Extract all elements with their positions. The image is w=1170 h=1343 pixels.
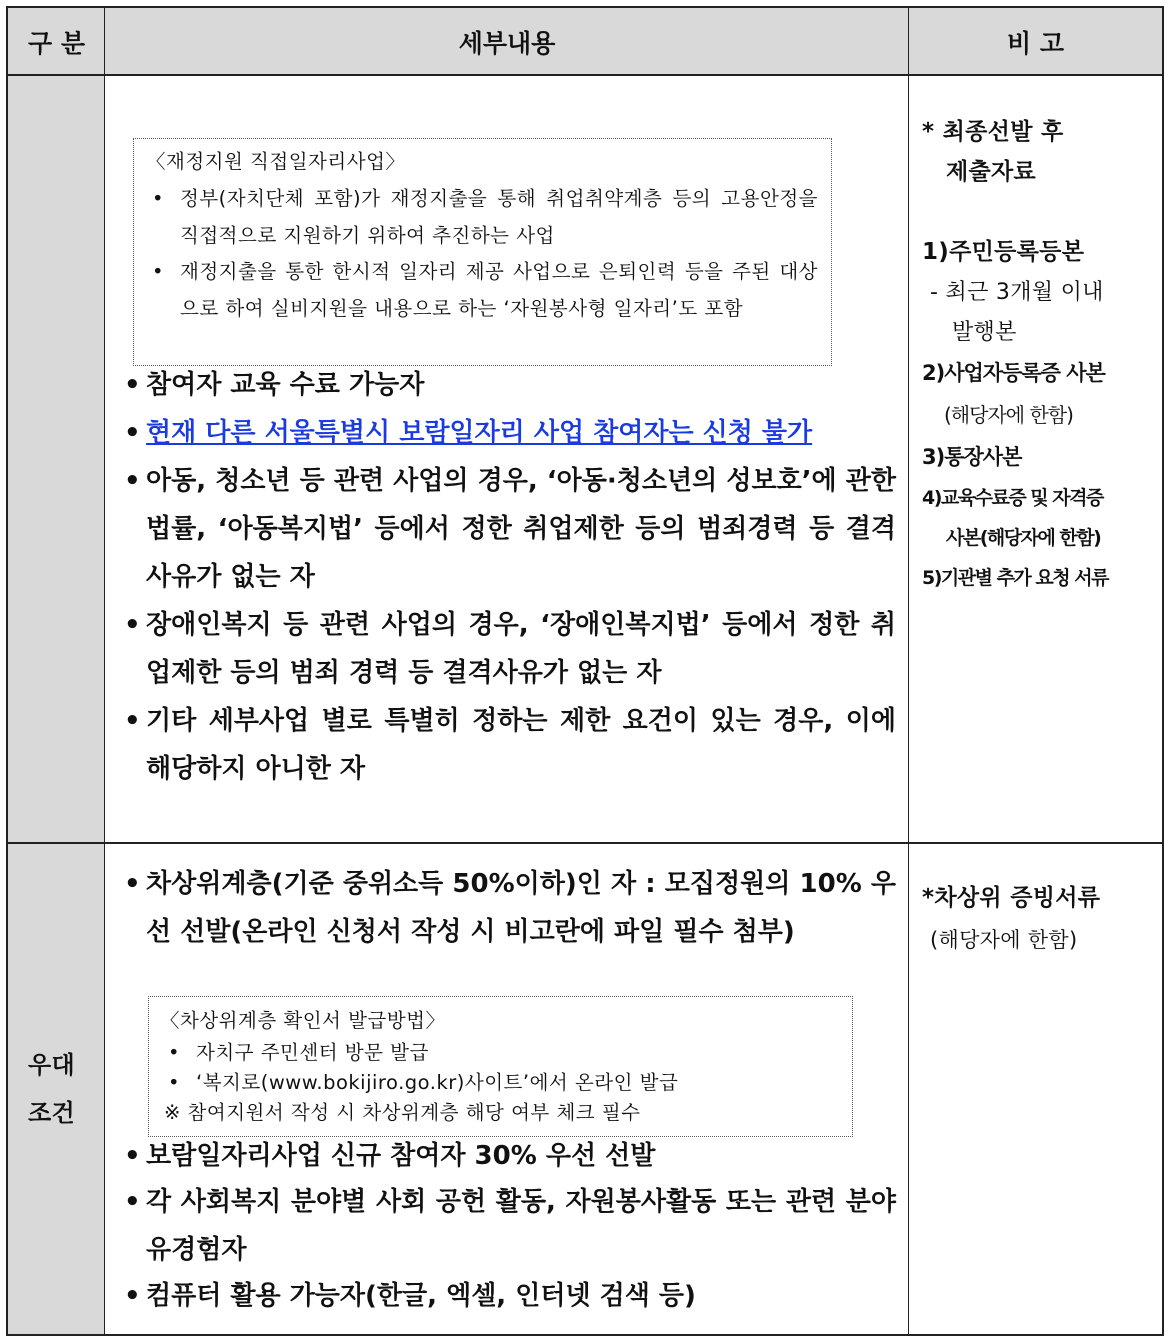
- border-bottom: [6, 1334, 1164, 1336]
- bullet-icon: •: [168, 1041, 181, 1064]
- remarks-item: 사본(해당자에 한함): [946, 527, 1101, 549]
- bullet-icon: •: [124, 869, 141, 899]
- remarks-item: 3)통장사본: [922, 445, 1022, 469]
- remarks-item: (해당자에 한함): [930, 928, 1078, 952]
- info-box-title: 〈재정지원 직접일자리사업〉: [146, 150, 406, 173]
- bullet-icon: •: [152, 187, 165, 210]
- border-row-divider: [6, 842, 1164, 844]
- header-remarks: 비 고: [909, 8, 1162, 75]
- remarks-heading: * 최종선발 후: [922, 119, 1064, 145]
- list-item: • 보람일자리사업 신규 참여자 30% 우선 선발: [124, 1132, 896, 1180]
- bullet-icon: •: [152, 260, 165, 283]
- certificate-box-note: ※ 참여지원서 작성 시 차상위계층 해당 여부 체크 필수: [164, 1101, 641, 1124]
- bullet-icon: •: [124, 610, 141, 640]
- preference-category-label: 우대: [28, 1051, 75, 1079]
- border-right: [1162, 6, 1164, 1336]
- list-item: • 각 사회복지 분야별 사회 공헌 활동, 자원봉사활동 또는 관련 분야 유경험자: [124, 1178, 896, 1274]
- border-header-bottom: [6, 74, 1164, 76]
- border-col1: [104, 6, 105, 1336]
- list-item-highlight: • 현재 다른 서울특별시 보람일자리 사업 참여자는 신청 불가: [124, 409, 896, 457]
- remarks-item: 1)주민등록등본: [922, 239, 1085, 265]
- remarks-item: (해당자에 한함): [944, 403, 1073, 427]
- bullet-icon: •: [124, 370, 141, 400]
- preference-category-label: 조건: [28, 1099, 75, 1127]
- list-item: • 컴퓨터 활용 가능자(한글, 엑셀, 인터넷 검색 등): [124, 1272, 896, 1320]
- bullet-icon: •: [124, 706, 141, 736]
- requirements-table: 구 분 세부내용 비 고 〈재정지원 직접일자리사업〉 • 정부(자치단체 포함)가 재정지출을 통해 취업취약계층 등의 고용안정을 직접적으로 지원하기 위하여 추진하는 사업 • 재정지출을 통한 한시적 일자리 제공 사업으로 은퇴인력 등을 주된 대상으로 하여 실비지원을 내용으로 하는 ‘자원봉사형 일자리’도 포함 • 참여자 교육 수료 가능자 • 현재 다른 서울특별시 보람일자리 사업 참여자는 신청 불가 • 아동, 청소년 등 관련 사업의 경우, ‘아동·청소년의 성보호’에 관한 법률, ‘아동복지법’ 등에서 정한 취업제한 등의 범죄경력 등 결격사유가 없는 자 • 장애인복지 등 관련 사업의 경우, ‘장애인복지법’ 등에서 정한 취업제한 등의 범죄 경력 등 결격사유가 없는 자 • 기타 세부사업 별로 특별히 정하는 제한 요건이 있는 경우, 이에 해당하지 아니한 자 * 최종선발 후 제출자료 1)주민등록등본 - 최근 3개월 이내 발행본 2)사업자등록증 사본 (해당자에 한함) 3)통장사본 4)교육수료증 및 자격증 사본(해당자에 한함) 5)기관별 추가 요청 서류 우대 조건 • 차상위계층(기준 중위소득 50%이하)인 자 : 모집정원의 10% 우선 선발(온라인 신청서 작성 시 비고란에 파일 필수 첨부) 〈차상위계층 확인서 발급방법〉 • 자치구 주민센터 방문 발급 • ‘복지로(www.bokijiro.go.kr)사이트’에서 온라인 발급 ※ 참여지원서 작성 시 차상위계층 해당 여부 체크 필수 • 보람일자리사업 신규 참여자 30% 우선 선발 • 각 사회복지 분야별 사회 공헌 활동, 자원봉사활동 또는 관련 분야 유경험자 • 컴퓨터 활용 가능자(한글, 엑셀, 인터넷 검색 등) *차상위 증빙서류 (해당자에 한함): [0, 0, 1170, 1343]
- list-item: • 아동, 청소년 등 관련 사업의 경우, ‘아동·청소년의 성보호’에 관한 법률, ‘아동복지법’ 등에서 정한 취업제한 등의 범죄경력 등 결격사유가 없는 자: [124, 457, 896, 601]
- border-col2: [908, 6, 909, 1336]
- bullet-icon: •: [168, 1071, 181, 1094]
- remarks-item: 2)사업자등록증 사본: [922, 361, 1105, 385]
- border-left: [6, 6, 8, 1336]
- row2-category-cell: [8, 843, 105, 1335]
- bullet-icon: •: [124, 418, 141, 448]
- list-item: • 장애인복지 등 관련 사업의 경우, ‘장애인복지법’ 등에서 정한 취업제한 등의 범죄 경력 등 결격사유가 없는 자: [124, 601, 896, 697]
- row1-category-cell: [8, 75, 105, 843]
- remarks-item: 5)기관별 추가 요청 서류: [922, 567, 1108, 589]
- certificate-box-title: 〈차상위계층 확인서 발급방법〉: [160, 1009, 446, 1032]
- remarks-item: 4)교육수료증 및 자격증: [922, 487, 1103, 509]
- list-item: • 참여자 교육 수료 가능자: [124, 361, 896, 409]
- list-item: • 기타 세부사업 별로 특별히 정하는 제한 요건이 있는 경우, 이에 해당하지 아니한 자: [124, 697, 896, 793]
- bullet-icon: •: [124, 1281, 141, 1311]
- bullet-icon: •: [124, 466, 141, 496]
- header-detail: 세부내용: [105, 8, 909, 75]
- bullet-icon: •: [124, 1141, 141, 1171]
- border-top: [6, 6, 1164, 8]
- bullet-icon: •: [124, 1187, 141, 1217]
- remarks-item: 발행본: [952, 320, 1017, 345]
- list-item: • 차상위계층(기준 중위소득 50%이하)인 자 : 모집정원의 10% 우선 선발(온라인 신청서 작성 시 비고란에 파일 필수 첨부): [124, 860, 896, 956]
- remarks-item: - 최근 3개월 이내: [930, 280, 1104, 305]
- remarks-item: *차상위 증빙서류: [922, 885, 1101, 911]
- header-category: 구 분: [8, 8, 105, 75]
- remarks-heading: 제출자료: [946, 159, 1037, 185]
